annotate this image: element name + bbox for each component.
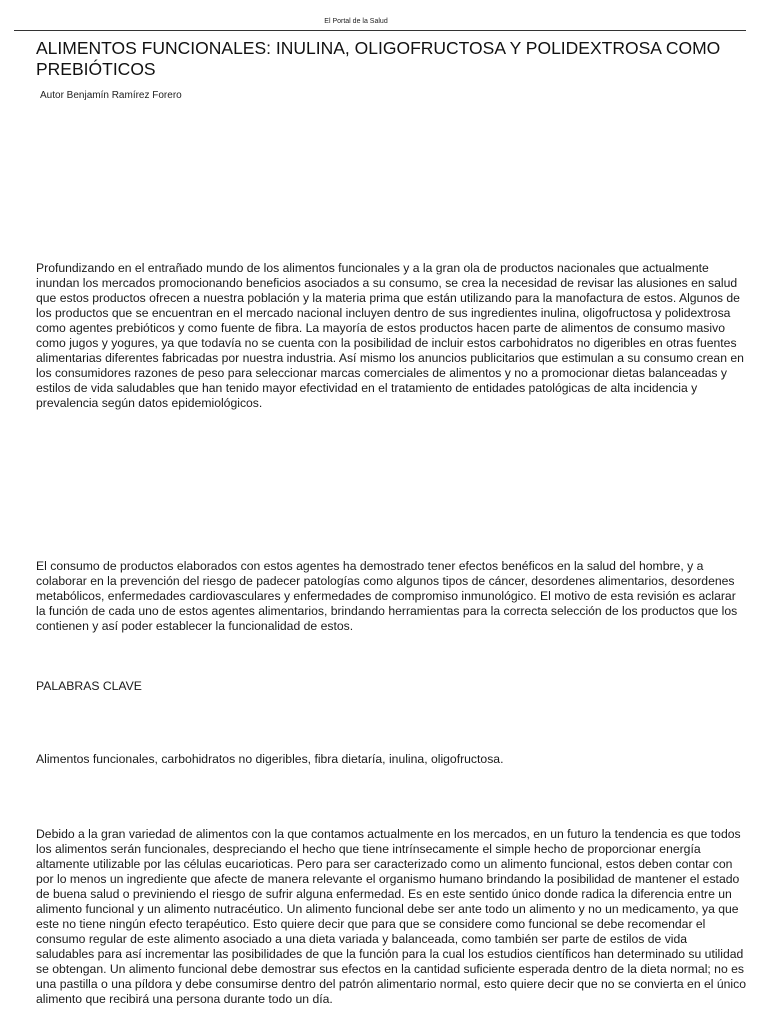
abstract-paragraph-1: Profundizando en el entrañado mundo de los alimentos funcionales y a la gran ola de productos nacionales que actualmente inundan los mercados promocionando beneficios asociados a su consumo, se crea la necesidad de revisar las alusiones en salud que estos productos ofrecen a nuestra población y la materia prima que están utilizando para la manofactura de estos. Algunos de los productos que se encuentran en el mercado nacional incluyen dentro de sus ingredientes inulina, oligofructosa y polidextrosa como agentes prebióticos y como fuente de fibra. La mayoría de estos productos hacen parte de alimentos de consumo masivo como jugos y yogures, ya que todavía no se cuenta con la posibilidad de incluir estos carbohidratos no digeribles en otras fuentes alimentarias diferentes fabricadas por nuestra industria. Así mismo los anuncios publicitarios que estimulan a su consumo crean en los consumidores razones de peso para seleccionar marcas comerciales de alimentos y no a promocionar dietas balanceadas y estilos de vida saludables que han tenido mayor efectividad en el tratamiento de entidades patológicas de alta incidencia y prevalencia según datos epidemiológicos. <box>36 261 744 410</box>
keywords-list: Alimentos funcionales, carbohidratos no digeribles, fibra dietaría, inulina, oligofructosa. <box>36 752 504 766</box>
keywords-heading: PALABRAS CLAVE <box>36 679 142 693</box>
body-paragraph-1: Debido a la gran variedad de alimentos con la que contamos actualmente en los mercados, en un futuro la tendencia es que todos los alimentos serán funcionales, despreciando el hecho que tiene intrínsecamente el simple hecho de proporcionar energía altamente utilizable por las células eucarioticas. Pero para ser caracterizado como un alimento funcional, estos deben contar con por lo menos un ingrediente que afecte de manera relevante el organismo humano brindando la posibilidad de mantener el estado de buena salud o previniendo el riesgo de sufrir alguna enfermedad. Es en este sentido único donde radica la diferencia entre un alimento funcional y un alimento nutracéutico. Un alimento funcional debe ser ante todo un alimento y no un medicamento, ya que este no tiene ningún efecto terapéutico. Esto quiere decir que para que se considere como funcional se debe recomendar el consumo regular de este alimento asociado a una dieta variada y balanceada, como también ser parte de estilos de vida saludables para así incrementar las posibilidades de que la función para la cual los estudios científicos han determinado su utilidad se obtengan. Un alimento funcional debe demostrar sus efectos en la cantidad suficiente esperada dentro de la dieta normal; no es una pastilla o una píldora y debe consumirse dentro del patrón alimentario normal, esto quiere decir que no se convierta en el único alimento que recibirá una persona durante todo un día. <box>36 827 747 1006</box>
header-rule <box>14 30 746 31</box>
article-author: Autor Benjamín Ramírez Forero <box>40 90 182 101</box>
abstract-paragraph-2: El consumo de productos elaborados con estos agentes ha demostrado tener efectos benéficos en la salud del hombre, y a colaborar en la prevención del riesgo de padecer patologías como algunos tipos de cáncer, desordenes alimentarios, desordenes metabólicos, enfermedades cardiovasculares y enfermedades de compromiso inmunológico. El motivo de esta revisión es aclarar la función de cada uno de estos agentes alimentarios, brindando herramientas para la correcta selección de los productos que los contienen y así poder establecer la funcionalidad de estos. <box>36 559 738 633</box>
article-title: ALIMENTOS FUNCIONALES: INULINA, OLIGOFRUCTOSA Y POLIDEXTROSA COMO PREBIÓTICOS <box>36 38 721 79</box>
running-header: El Portal de la Salud <box>324 18 388 25</box>
